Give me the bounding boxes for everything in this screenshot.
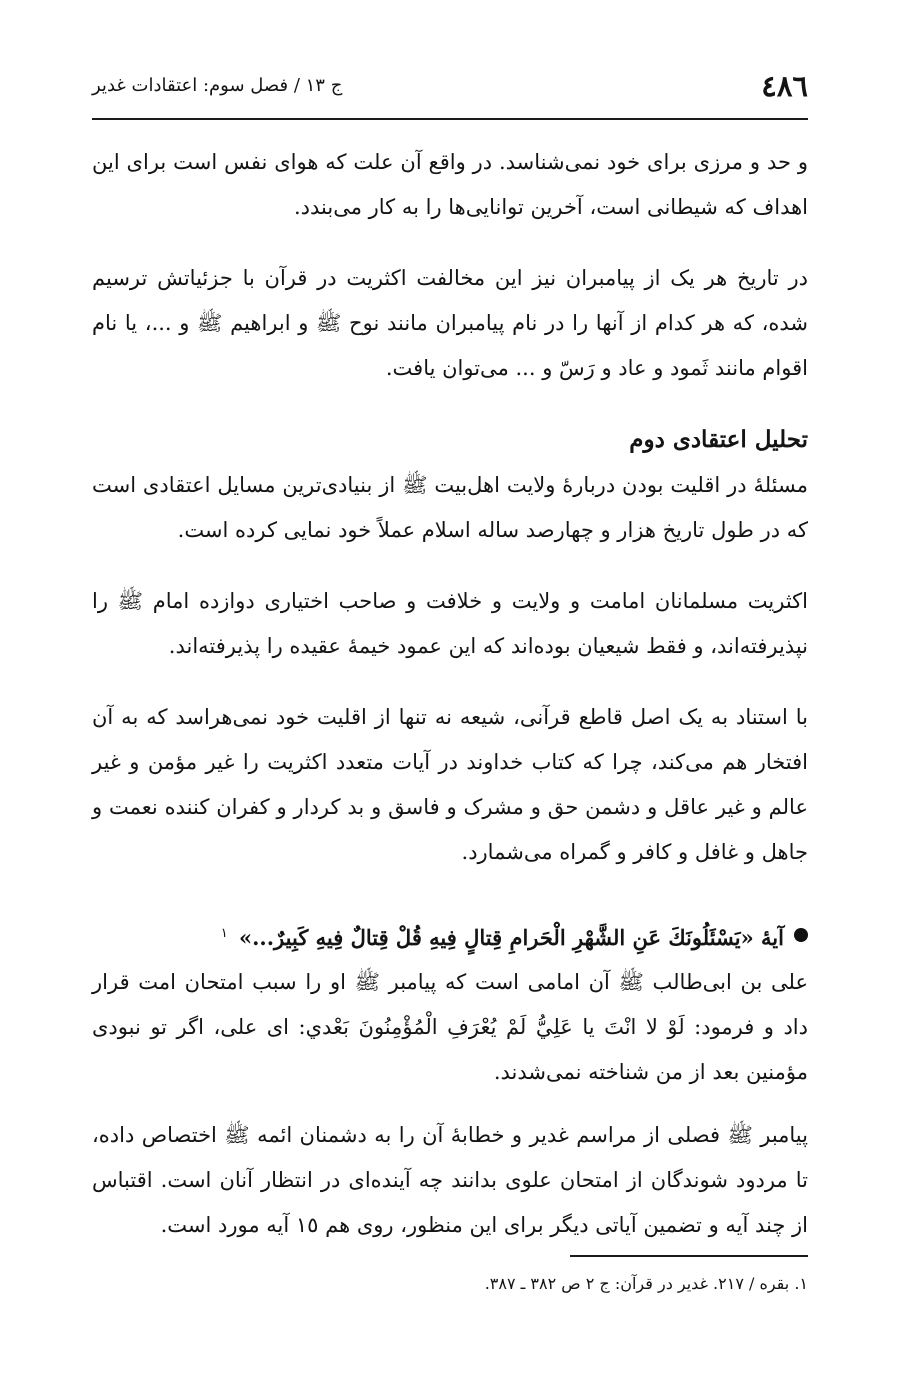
footnote-divider <box>570 1255 808 1257</box>
paragraph-7: پیامبر ﷺ فصلی از مراسم غدیر و خطابهٔ آن را به دشمنان ائمه ﷺ اختصاص داده، تا مردود شوندگان از امتحان علوی بدانند چه آینده‌ای در انتظار آنان است. اقتباس از چند آیه و تضمین آیاتی دیگر برای این منظور، روی هم ١٥ آیه مورد است. <box>92 1123 808 1237</box>
paragraph-5: با استناد به یک اصل قاطع قرآنی، شیعه نه تنها از اقلیت خود نمی‌هراسد که به آن افتخار هم می‌کند، چرا که کتاب خداوند در آیات متعدد اکثریت را غیر مؤمن و غیر عالم و غیر عاقل و دشمن حق و مشرک و فاسق و بد کردار و کفران کننده نعمت و جاهل و غافل و کافر و گمراه می‌شمارد. <box>92 705 808 864</box>
paragraph-2: در تاریخ هر یک از پیامبران نیز این مخالفت اکثریت در قرآن با جزئیاتش ترسیم شده، که هر کدام از آنها را در نام پیامبران مانند نوح ﷺ و ابراهیم ﷺ و ...، یا نام اقوام مانند ثَمود و عاد و رَسّ و ... می‌توان یافت. <box>92 266 808 380</box>
paragraph-1: و حد و مرزی برای خود نمی‌شناسد. در واقع آن علت که هوای نفس است برای این اهداف که شیطانی است، آخرین توانایی‌ها را به کار می‌بندد. <box>92 150 808 219</box>
paragraph-3: مسئلهٔ در اقلیت بودن دربارهٔ ولایت اهل‌بیت ﷺ از بنیادی‌ترین مسایل اعتقادی است که در طول تاریخ هزار و چهارصد ساله اسلام عملاً خود نمایی کرده است. <box>92 473 808 542</box>
footnote-reference: ١ <box>220 926 228 941</box>
footnote: ١. بقره / ٢١٧. غدیر در قرآن: ج ٢ ص ٣٨٢ ـ ٣٨٧. <box>484 1274 808 1293</box>
main-content <box>92 140 808 1274</box>
verse-title <box>221 911 784 960</box>
page-header <box>92 66 808 106</box>
running-title: ج ۱۳ / فصل سوم: اعتقادات غدیر <box>92 75 343 96</box>
page-number: ٤٨٦ <box>761 69 808 103</box>
paragraph-6: علی بن ابی‌طالب ﷺ آن امامی است که پیامبر ﷺ او را سبب امتحان امت قرار داد و فرمود: لَوْ لا انْتَ يا عَلِيُّ لَمْ يُعْرَفِ الْمُؤْمِنُونَ بَعْدي: ای علی، اگر تو نبودی مؤمنین بعد از من شناخته نمی‌شدند. <box>92 970 808 1084</box>
section-heading: تحلیل اعتقادی دوم <box>629 426 808 453</box>
paragraph-4: اکثریت مسلمانان امامت و ولایت و خلافت و صاحب اختیاری دوازده امام ﷺ را نپذیرفته‌اند، و فقط شیعیان بوده‌اند که این عمود خیمهٔ عقیده را پذیرفته‌اند. <box>92 589 808 658</box>
bullet-icon <box>794 928 808 942</box>
verse-text: آیهٔ «يَسْئَلُونَكَ عَنِ الشَّهْرِ الْحَرامِ قِتالٍ فِيهِ قُلْ قِتالٌ فِيهِ كَبِيرٌ...» <box>239 925 784 950</box>
verse-bullet <box>92 911 808 960</box>
header-divider <box>92 118 808 120</box>
